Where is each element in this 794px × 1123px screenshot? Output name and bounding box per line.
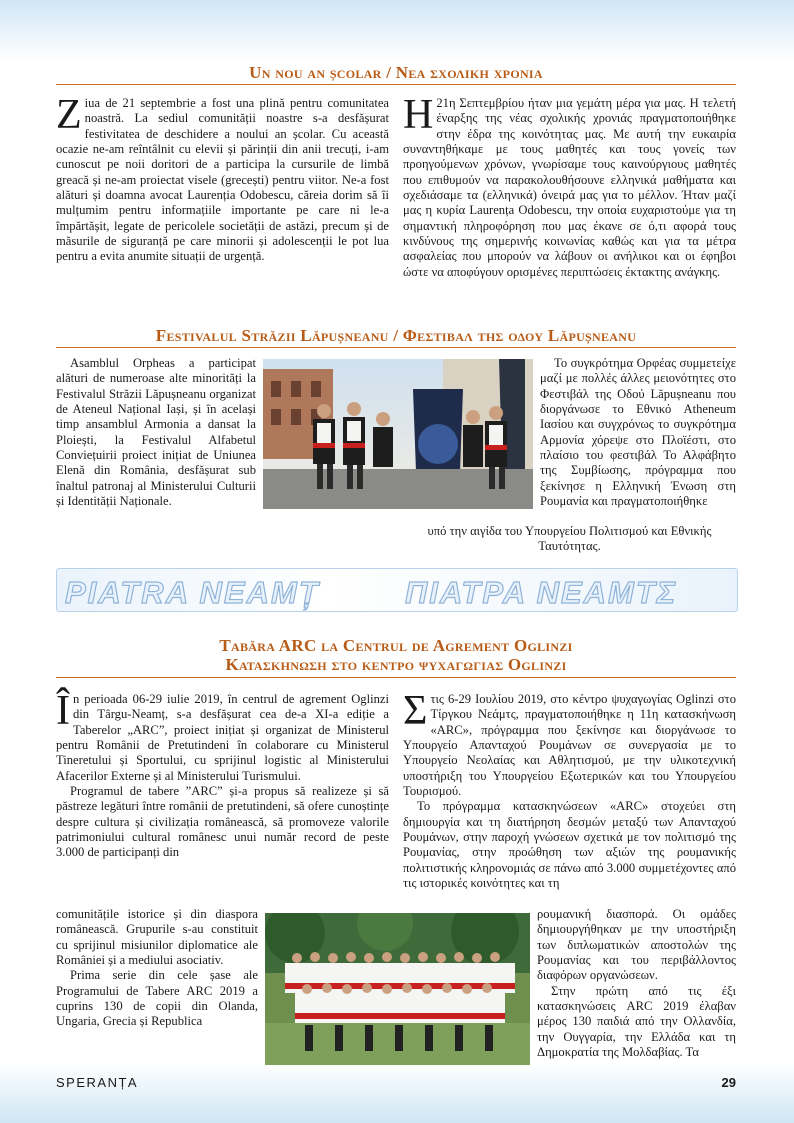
paragraph: iua de 21 septembrie a fost una plină pentru comunitatea noastră. La sediul comunității noastre s-a desfășurat festivitatea de deschidere a noului an școlar. Cu această ocazie ne-am reîntâlnit cu elevii și părinții din anii trecuți, i-am cunoscut pe noii doritori de a participa la cursurile de limbă greacă și ne-am proiectat visele (grecești) pentru viitor. Ne-a fost alături și doamna avocat Laurenția Odobescu, căreia dorim să îi mulțumim pentru informațiile importante pe care ni le-a împărtășit, legate de pericolele societății de astăzi, precum și de măsurile de siguranță pe care minorii și adolescenții le pot lua pentru a evita anumite situații de urgență. <box>56 96 389 264</box>
dropcap: Η <box>403 92 434 138</box>
section-title-arc-camp <box>56 636 736 674</box>
paragraph: υπό την αιγίδα του Υπουργείου Πολιτισμού και Εθνικής Ταυτότητας. <box>427 524 712 554</box>
page-number: 29 <box>721 1075 736 1090</box>
dropcap: Z <box>56 92 82 138</box>
article-gr-arc-camp <box>403 688 736 891</box>
paragraph: Programul de tabere ”ARC” și-a propus să realizeze și să păstreze legături între românii de pretutindeni, să ofere cunoștințe despre cultura și civilizația românească, să promoveze valorile patrimoniului cultural românesc unui număr record de peste 3.000 de participanți din <box>56 784 389 860</box>
camp-group-photo <box>265 913 530 1065</box>
festival-dancers-photo <box>263 359 533 509</box>
title-rule <box>56 677 736 678</box>
magazine-name: SPERANȚA <box>56 1075 139 1090</box>
paragraph: Το συγκρότημα Ορφέας συμμετείχε μαζί με πολλές άλλες μειονότητες στο Φεστιβάλ της Οδού Lăpușneanu που διοργάνωσε το Εθνικό Atheneum Ιασίου και συγχρόνως το συγκρότημα Αρμονία χόρεψε στο Πλοϊέστι, στο πλαίσιο του φεστιβάλ Το Αλφάβητο της Συμβίωσης, πρόγραμμα που ξεκίνησε η Ελληνική Ένωση στη Ρουμανία και πραγματοποιήθηκε <box>540 356 736 509</box>
article-gr-festival <box>540 356 736 509</box>
city-banner <box>56 568 738 612</box>
paragraph: Το πρόγραμμα κατασκηνώσεων «ARC» στοχεύει στη δημιουργία και τη διατήρηση δεσμών μεταξύ των Απανταχού Ρουμάνων, στην παροχή γνώσεων σχετικά με τον πολιτισμό της Ρουμανίας, στην προώθηση των αξιών της ρουμανικής πολιτιστικής κληρονομιάς σε πάνω από 3.000 συμμετέχοντες από τις ιστορικές κοινότητες και τη <box>403 799 736 891</box>
article-ro-arc-camp <box>56 688 389 861</box>
paragraph: Prima serie din cele șase ale Programului de Tabere ARC 2019 a cuprins 130 de copii din Olanda, Ungaria, Grecia și Republica <box>56 968 258 1029</box>
section-title-festival: Festivalul Străzii Lăpușneanu / Φεστιβαλ της οδου Lăpușneanu <box>155 326 637 345</box>
dropcap: Î <box>56 688 70 734</box>
title-rule <box>56 347 736 348</box>
paragraph: ρουμανική διασπορά. Οι ομάδες δημιουργήθηκαν με την υποστήριξη των διπλωματικών αποστολών της Ρουμανίας και του περιβάλλοντος διαφόρων οργανώσεων. <box>537 907 736 983</box>
title-gr: Κατασκηνωση στο κεντρο ψυχαγωγιας Oglinzi <box>225 655 567 674</box>
dropcap: Σ <box>403 688 428 734</box>
article-gr-festival-end <box>403 524 736 555</box>
article-ro-school-year <box>56 92 389 265</box>
section-title-new-school-year: Un nou an școlar / Νεα σχολικη χρονια <box>249 63 543 82</box>
title-ro: Tabăra ARC la Centrul de Agrement Oglinzi <box>219 636 573 655</box>
paragraph: 21η Σεπτεμβρίου ήταν μια γεμάτη μέρα για μας. Η τελετή έναρξης της νέας σχολικής χρονιάς πραγματοποιήθηκε στην έδρα της κοινότητας μας. Με αυτή την ευκαιρία συναντηθήκαμε με τους μαθητές και τους γονείς των προηγούμενων χρόνων, γνωρίσαμε τους καινούργιους μαθητές που επιθυμούν να παρακολουθήσουνε ελληνικά μαθήματα και σχεδιάσαμε τα (ελληνικά) όνειρά μας για το μέλλον. Ήταν μαζί μας η κυρία Laurența Odobescu, την οποία ευχαριστούμε για τη σημαντική πληροφόρηση που μας έκανε σε ό,τι αφορά τους κινδύνους της σημερινής κοινωνίας καθώς και για τα μέτρα ασφαλείας που μπορούν να λάβουν οι ανήλικοι και οι έφηβοι ώστε να αποφύγουν ορισμένες περιπτώσεις έκτακτης ανάγκης. <box>403 96 736 279</box>
paragraph: comunitățile istorice și din diaspora românească. Grupurile s-au constituit cu sprijinul misiunilor diplomatice ale României și a mediului asociativ. <box>56 907 258 968</box>
article-gr-school-year <box>403 92 736 280</box>
paragraph: τις 6-29 Ιουλίου 2019, στο κέντρο ψυχαγωγίας Oglinzi στο Τίργκου Νεάμτς, πραγματοποιήθηκε η 11η κατασκήνωση «ARC», πρόγραμμα που ξεκίνησε και διοργάνωσε το Υπουργείο Απανταχού Ρουμάνων σε συνεργασία με το Υπουργείο Νεολαίας και Αθλητισμού, με την υλικοτεχνική υποστήριξη του Υπουργείου Εξωτερικών και του Υπουργείου Τουρισμού. <box>403 692 736 799</box>
paragraph: n perioada 06-29 iulie 2019, în centrul de agrement Oglinzi din Târgu-Neamț, s-a desfășurat cea de-a XI-a ediție a Taberelor „ARC”, proiect inițiat și organizat de Ministerul pentru Românii de Pretutindeni în colaborare cu Ministerul Tineretului și Sportului, cu sprijinul logistic al Ministerului Afacerilor Externe și al Ministerului Turismului. <box>56 692 389 783</box>
article-ro-arc-camp-narrow <box>56 907 258 1030</box>
paragraph: Asamblul Orpheas a participat alături de numeroase alte minorități la Festivalul Străzii Lăpușneanu organizat de Ateneul Național Iași, și în același timp ansamblul Armonia a dansat la Ploiești, la Festivalul Alfabetul Conviețuirii proiect inițiat de Uniunea Elenă din România, desfășurat sub înaltul patronaj al Ministerului Culturii și Identității Naționale. <box>56 356 256 509</box>
article-ro-festival <box>56 356 256 509</box>
banner-city-gr: ΠΙΑΤΡΑ ΝΕΑΜΤΣ <box>405 575 678 610</box>
article-gr-arc-camp-narrow <box>537 907 736 1060</box>
title-rule <box>56 84 736 85</box>
paragraph: Στην πρώτη από τις έξι κατασκηνώσεις ARC 2019 έλαβαν μέρος 130 παιδιά από την Ολλανδία, την Ουγγαρία, την Ελλάδα και τη Δημοκρατία της Μολδαβίας. Τα <box>537 983 736 1060</box>
banner-city-ro: PIATRA NEAMȚ <box>65 575 320 610</box>
